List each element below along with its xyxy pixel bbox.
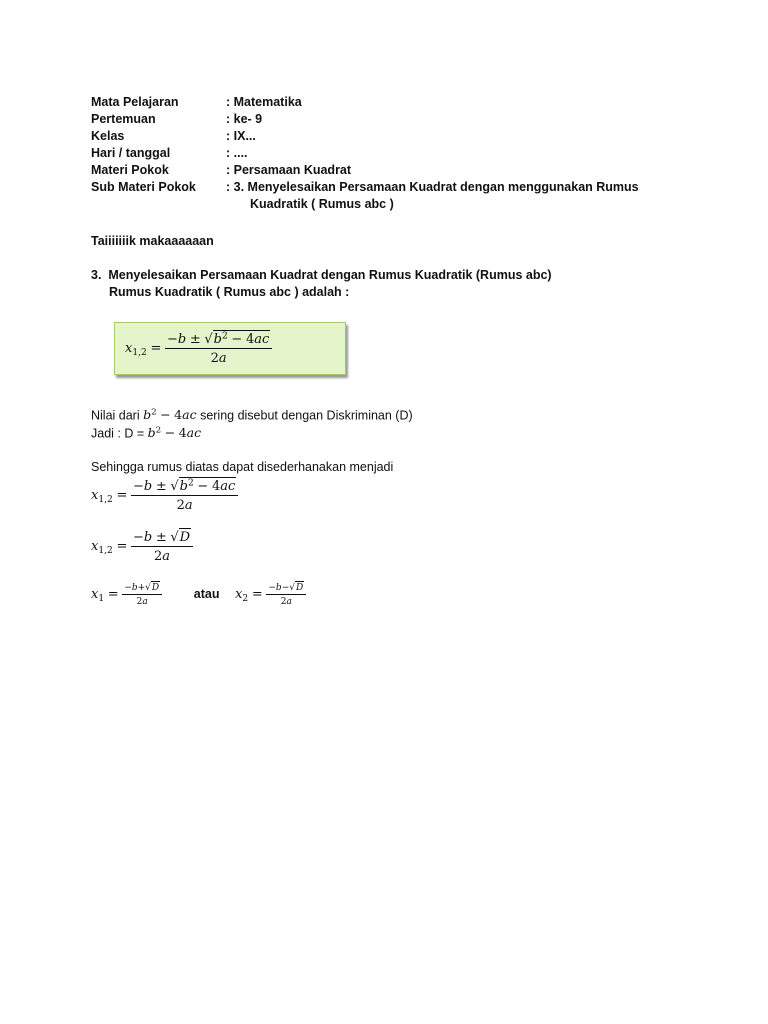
meta-label: Hari / tanggal: [91, 146, 171, 160]
discriminant-prefix: Nilai dari: [91, 408, 140, 423]
section-heading: [91, 267, 552, 284]
formula-box: [114, 322, 346, 375]
meta-value: : Matematika: [226, 95, 302, 109]
lesson-meta: [91, 94, 651, 213]
meta-label: Sub Materi Pokok: [91, 180, 196, 194]
meta-value: : 3. Menyelesaikan Persamaan Kuadrat dengan menggunakan Rumus: [226, 180, 639, 194]
atau-label: atau: [193, 586, 220, 601]
jadi-expression: $b^2 - 4ac$: [147, 425, 202, 441]
section-intro: Rumus Kuadratik ( Rumus abc ) adalah :: [109, 285, 350, 299]
formula-fraction: $\frac{-b \pm √b^2 - 4ac}{2a}$: [131, 478, 238, 513]
meta-value: : ....: [226, 146, 248, 160]
discriminant-expression: $b^2 - 4ac$: [143, 407, 197, 423]
meta-value-continuation: Kuadratik ( Rumus abc ): [250, 197, 394, 211]
meta-row-subject: [91, 94, 651, 111]
section-number: 3.: [91, 268, 102, 282]
simplify-text: Sehingga rumus diatas dapat disederhanakan menjadi: [91, 460, 394, 474]
meta-row-date: [91, 145, 651, 162]
meta-row-subtopic-cont: [91, 196, 651, 213]
meta-value: : IX...: [226, 129, 256, 143]
meta-value: : Persamaan Kuadrat: [226, 163, 352, 177]
meta-label: Pertemuan: [91, 112, 156, 126]
root-x2: $x_2$ = $\frac{-b-√D}{2a}$: [235, 586, 306, 601]
meta-row-meeting: [91, 111, 651, 128]
roots-line: [91, 582, 306, 607]
discriminant-suffix: sering disebut dengan Diskriminan (D): [200, 408, 413, 423]
root-x1: $x_1$ = $\frac{-b+√D}{2a}$: [91, 586, 166, 601]
meta-row-class: [91, 128, 651, 145]
section-title: Menyelesaikan Persamaan Kuadrat dengan Rumus Kuadratik (Rumus abc): [108, 268, 552, 282]
jadi-line: [91, 423, 201, 442]
formula-fraction: $\frac{-b \pm √D}{2a}$: [131, 529, 193, 564]
formula-with-d: $x_{1,2}$ = $\frac{-b \pm √D}{2a}$: [91, 529, 193, 564]
meta-label: Mata Pelajaran: [91, 95, 179, 109]
meta-row-topic: [91, 162, 651, 179]
greeting-text: Taiiiiiiik makaaaaaan: [91, 234, 214, 248]
meta-value: : ke- 9: [226, 112, 263, 126]
formula-fraction: $\frac{-b \pm √b^2 - 4ac}{2a}$: [165, 331, 272, 366]
jadi-label: Jadi : D =: [91, 426, 145, 441]
discriminant-line: [91, 405, 413, 424]
formula-repeat: $x_{1,2}$ = $\frac{-b \pm √b^2 - 4ac}{2a}$: [91, 478, 238, 513]
meta-label: Kelas: [91, 129, 125, 143]
meta-row-subtopic: [91, 179, 651, 196]
quadratic-formula: $x_{1,2}$ = $\frac{-b \pm √b^2 - 4ac}{2a}$: [125, 331, 272, 366]
meta-label: Materi Pokok: [91, 163, 169, 177]
